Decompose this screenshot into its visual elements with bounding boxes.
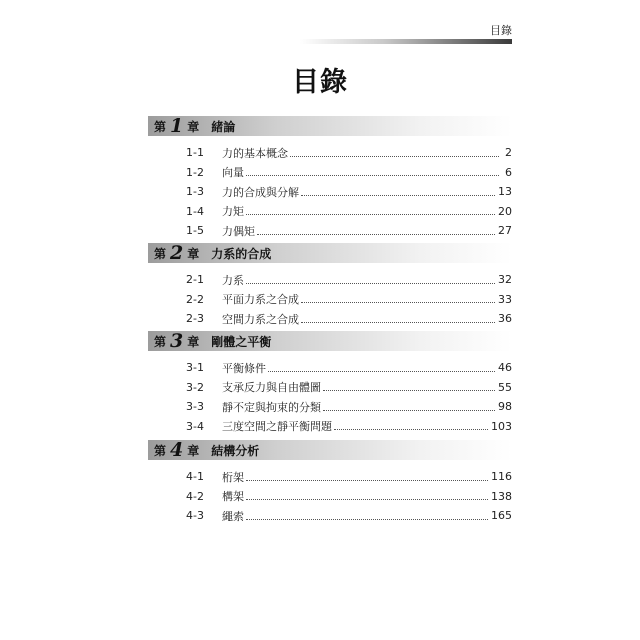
- entry-number: 1-2: [186, 165, 204, 179]
- toc-entry[interactable]: [148, 397, 512, 417]
- entry-page: 33: [498, 292, 512, 306]
- dot-leader: [246, 498, 488, 500]
- entry-title: 構架: [222, 490, 244, 504]
- entry-page: 55: [498, 380, 512, 394]
- entry-title: 三度空間之靜平衡問題: [222, 420, 332, 434]
- chapter-title: 結構分析: [211, 443, 260, 458]
- entry-number: 4-2: [186, 489, 204, 503]
- entry-title: 平面力系之合成: [222, 293, 299, 307]
- entry-number: 2-1: [186, 273, 204, 287]
- dot-leader: [301, 194, 495, 196]
- chapter-title: 剛體之平衡: [211, 334, 272, 349]
- entry-page: 103: [491, 419, 512, 433]
- chapter-suffix: 章: [187, 246, 200, 261]
- entry-page: 116: [491, 470, 512, 484]
- toc-entry[interactable]: [148, 270, 512, 290]
- toc-entry[interactable]: [148, 290, 512, 310]
- toc-entry[interactable]: [148, 182, 512, 202]
- entry-title: 繩索: [222, 509, 244, 523]
- entry-title: 靜不定與拘束的分類: [222, 400, 321, 414]
- entry-title: 力的合成與分解: [222, 185, 299, 199]
- chapter-title: 緒論: [211, 119, 236, 134]
- chapter-number: 3: [170, 329, 184, 352]
- header-gradient-bar: [300, 39, 512, 44]
- entry-number: 1-5: [186, 224, 204, 238]
- toc-entry[interactable]: [148, 221, 512, 241]
- chapter-prefix: 第: [154, 246, 167, 261]
- chapter-heading: [148, 243, 512, 263]
- entry-number: 1-4: [186, 204, 204, 218]
- entry-number: 3-4: [186, 419, 204, 433]
- entry-title: 力矩: [222, 205, 244, 219]
- entry-title: 平衡條件: [222, 361, 266, 375]
- toc-entry[interactable]: [148, 358, 512, 378]
- dot-leader: [301, 301, 495, 303]
- toc-entry[interactable]: [148, 378, 512, 398]
- entry-title: 力的基本概念: [222, 146, 288, 160]
- entry-number: 3-2: [186, 380, 204, 394]
- entry-page: 13: [498, 185, 512, 199]
- entry-number: 1-1: [186, 146, 204, 160]
- dot-leader: [334, 428, 488, 430]
- entry-title: 支承反力與自由體圖: [222, 381, 321, 395]
- dot-leader: [246, 282, 495, 284]
- chapter-prefix: 第: [154, 334, 167, 349]
- dot-leader: [301, 321, 495, 323]
- dot-leader: [246, 213, 495, 215]
- chapter-3: [148, 331, 512, 436]
- chapter-suffix: 章: [187, 443, 200, 458]
- toc-entry[interactable]: [148, 143, 512, 163]
- entry-number: 3-1: [186, 361, 204, 375]
- entry-title: 力偶矩: [222, 224, 255, 238]
- dot-leader: [323, 409, 495, 411]
- dot-leader: [257, 233, 495, 235]
- entry-page: 165: [491, 509, 512, 523]
- entry-page: 138: [491, 489, 512, 503]
- entry-title: 空間力系之合成: [222, 312, 299, 326]
- entry-page: 6: [505, 165, 512, 179]
- toc-entry[interactable]: [148, 506, 512, 526]
- entry-title: 向量: [222, 166, 244, 180]
- entry-number: 4-1: [186, 470, 204, 484]
- dot-leader: [268, 370, 495, 372]
- entry-number: 4-3: [186, 509, 204, 523]
- toc-entry[interactable]: [148, 487, 512, 507]
- toc-entry[interactable]: [148, 163, 512, 183]
- chapter-2: [148, 243, 512, 329]
- chapter-heading: [148, 116, 512, 136]
- dot-leader: [246, 174, 499, 176]
- chapter-number: 2: [170, 241, 184, 264]
- entry-page: 32: [498, 273, 512, 287]
- entry-title: 桁架: [222, 470, 244, 484]
- toc-entry[interactable]: [148, 309, 512, 329]
- chapter-suffix: 章: [187, 334, 200, 349]
- chapter-title: 力系的合成: [211, 246, 272, 261]
- entry-title: 力系: [222, 273, 244, 287]
- chapter-prefix: 第: [154, 119, 167, 134]
- chapter-suffix: 章: [187, 119, 200, 134]
- toc-entry[interactable]: [148, 417, 512, 437]
- dot-leader: [290, 155, 499, 157]
- entry-number: 3-3: [186, 400, 204, 414]
- entry-page: 36: [498, 312, 512, 326]
- toc-entry[interactable]: [148, 202, 512, 222]
- page-title: 目錄: [292, 67, 348, 98]
- toc-entry[interactable]: [148, 467, 512, 487]
- chapter-number: 1: [170, 114, 184, 137]
- entry-number: 2-2: [186, 292, 204, 306]
- entry-page: 27: [498, 224, 512, 238]
- entry-page: 98: [498, 400, 512, 414]
- running-header: 目錄: [490, 24, 512, 37]
- entry-page: 46: [498, 361, 512, 375]
- entry-number: 1-3: [186, 185, 204, 199]
- entry-number: 2-3: [186, 312, 204, 326]
- chapter-heading: [148, 440, 512, 460]
- chapter-prefix: 第: [154, 443, 167, 458]
- chapter-heading: [148, 331, 512, 351]
- chapter-1: [148, 116, 512, 241]
- chapter-number: 4: [170, 438, 184, 461]
- dot-leader: [323, 389, 495, 391]
- chapter-4: [148, 440, 512, 526]
- entry-page: 20: [498, 204, 512, 218]
- dot-leader: [246, 479, 488, 481]
- dot-leader: [246, 518, 488, 520]
- entry-page: 2: [505, 146, 512, 160]
